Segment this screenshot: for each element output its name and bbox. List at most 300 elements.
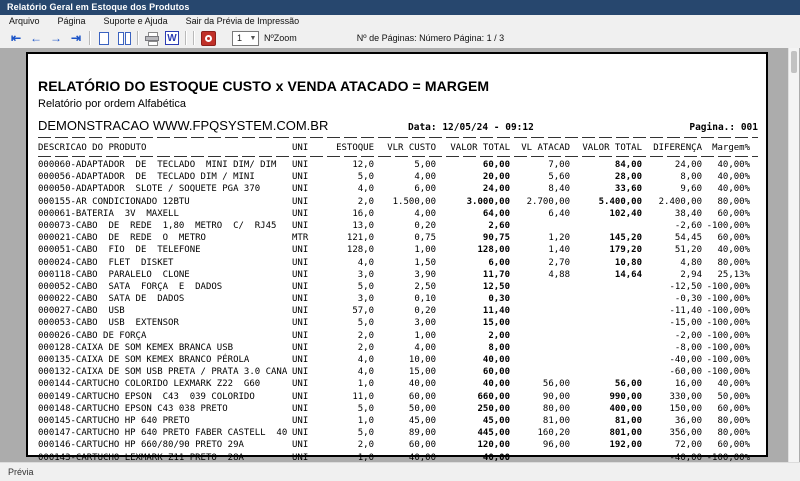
table-row [38,183,758,195]
cell: 000132-CAIXA DE SOM USB PRETA / PRATA 3.0 CANA [38,367,288,378]
cell: 7,00 [548,160,570,170]
cell: MTR [292,233,309,244]
cell: 000060-ADAPTADOR DE TECLADO MINI DIM/ DIM [38,160,277,170]
single-page-icon [99,32,109,45]
cell [570,305,642,317]
cell [510,220,570,232]
cell: 81,00 [542,415,570,426]
cell: 1.500,00 [392,196,436,207]
next-page-icon[interactable]: → [50,31,62,45]
cell: -100,00% [706,355,750,365]
cell: 128,0 [346,245,374,256]
table-header-row [38,142,758,154]
cell: UNI [292,415,309,426]
cell: 120,00 [477,440,510,451]
table-row [38,171,758,183]
table-row [38,159,758,171]
cell: -100,00% [706,306,750,317]
cell: 000143-CARTUCHO LEXMARK Z11 PRETO 28A [38,452,244,463]
cell: -100,00% [706,342,750,353]
cell: 1,50 [414,257,436,268]
cell: 2,00 [488,330,510,341]
cell [570,281,642,293]
cell: UNI [292,403,309,414]
cell: 000061-BATERIA 3V MAXELL [38,208,179,219]
table-row [38,378,758,390]
cell: 60,00% [717,403,750,414]
cell: 400,00 [609,403,642,414]
cell: 3.000,00 [466,196,510,207]
report-page-number: Pagina.: 001 [689,122,758,133]
cell: 80,00 [542,403,570,414]
cell: 8,40 [548,184,570,195]
cell: 80,00% [717,415,750,426]
report-page [26,52,768,463]
cell: UNI [292,379,309,390]
cell: 0,75 [414,233,436,244]
window-title: Relatório Geral em Estoque dos Produtos [7,2,190,12]
cell: 40,00 [408,452,436,463]
cell: 33,60 [614,184,642,195]
cell: 000053-CABO USB EXTENSOR [38,318,179,329]
cell: UNI [292,208,309,219]
cell: UNI [292,428,309,439]
cell: 8,00 [680,172,702,183]
table-row [38,330,758,342]
cell: 4,00 [414,208,436,219]
cell: 3,0 [357,269,374,280]
column-header-vl-atacad: VL ATACAD [521,143,570,153]
cell: 10,80 [614,257,642,268]
cell: 50,00 [408,403,436,414]
cell: -2,00 [674,330,702,341]
cell: 15,00 [482,318,510,329]
word-export-icon: W [165,31,179,45]
column-header-descricao-do-produto: DESCRICAO DO PRODUTO [38,143,147,153]
cell: 356,00 [669,428,702,439]
cell: 4,88 [548,269,570,280]
cell: 1,0 [357,415,374,426]
cell: 2,60 [488,220,510,231]
cell: 45,00 [408,415,436,426]
cell: 60,00% [717,233,750,244]
cell: -60,00 [669,367,702,378]
cell [510,281,570,293]
cell: 000135-CAIXA DE SOM KEMEX BRANCO PÉROLA [38,355,250,365]
menu-item-arquivo[interactable]: Arquivo [9,16,40,26]
cell: 000146-CARTUCHO HP 660/80/90 PRETO 29A [38,440,244,451]
cell: 990,00 [609,391,642,402]
cell: 40,00% [717,184,750,195]
prev-page-icon[interactable]: ← [30,31,42,45]
cell [570,330,642,342]
cell: 16,00 [674,379,702,390]
table-row [38,391,758,403]
table-row [38,232,758,244]
dashed-divider [38,136,758,138]
cell [510,317,570,329]
print-preview-area[interactable] [0,48,800,462]
toolbar-separator [185,31,187,45]
column-header-valor-total: VALOR TOTAL [450,143,510,153]
cell: 60,00 [408,391,436,402]
cell: 3,0 [357,294,374,305]
cell: 1,40 [548,245,570,256]
cell: UNI [292,306,309,317]
cell: 250,00 [477,403,510,414]
page-nav-group [6,29,86,47]
cell: 160,20 [537,428,570,439]
table-row [38,354,758,366]
word-export-button[interactable] [162,30,182,46]
report-subtitle: Relatório por ordem Alfabética [38,98,186,110]
table-row [38,269,758,281]
cell: 40,00% [717,172,750,183]
cell: 90,75 [482,233,510,244]
cell: 60,00% [717,440,750,451]
cell: 81,00 [614,415,642,426]
toolbar [0,28,800,48]
column-header-vlr-custo: VLR CUSTO [387,143,436,153]
cell: 1,00 [414,330,436,341]
cell: 40,00% [717,379,750,390]
cell: 51,20 [674,245,702,256]
cell: -100,00% [706,367,750,378]
cell: 0,30 [488,294,510,305]
cell: 36,00 [674,415,702,426]
table-row [38,257,758,269]
cell: 11,0 [352,391,374,402]
column-header-valor-total: VALOR TOTAL [582,143,642,153]
cell: 1,0 [357,379,374,390]
cell: 5.400,00 [598,196,642,207]
cell: 4,80 [680,257,702,268]
cell: 5,0 [357,403,374,414]
cell: 38,40 [674,208,702,219]
status-bar [0,462,800,480]
cell: 6,40 [548,208,570,219]
vertical-scrollbar[interactable] [788,48,799,462]
pdf-export-button[interactable] [198,30,218,46]
cell: 000056-ADAPTADOR DE TECLADO DIM / MINI [38,172,255,183]
cell: -100,00% [706,318,750,329]
cell: 45,00 [482,415,510,426]
zoom-value: 1 [237,33,243,43]
table-row [38,208,758,220]
cell: 40,00 [408,379,436,390]
cell: 445,00 [477,428,510,439]
cell: UNI [292,355,309,365]
cell: UNI [292,342,309,353]
cell: 13,0 [352,220,374,231]
report-date: Data: 12/05/24 - 09:12 [408,122,534,133]
cell: 000022-CABO SATA DE DADOS [38,294,185,305]
cell [570,317,642,329]
cell: UNI [292,172,309,183]
cell: -100,00% [706,281,750,292]
column-header-uni: UNI [292,143,309,153]
cell: 20,00 [482,172,510,183]
cell: 192,00 [609,440,642,451]
cell: 5,0 [357,281,374,292]
cell: 2,0 [357,330,374,341]
menu-item-suporte-e-ajuda[interactable]: Suporte e Ajuda [103,16,168,26]
cell: 000149-CARTUCHO EPSON C43 039 COLORIDO [38,391,255,402]
zoom-label: NºZoom [264,33,297,43]
cell: -100,00% [706,220,750,231]
cell [510,366,570,378]
cell: 80,00% [717,257,750,268]
cell [510,330,570,342]
cell: 660,00 [477,391,510,402]
column-header-diferenca: DIFERENÇA [653,143,702,153]
cell: 000118-CABO PARALELO CLONE [38,269,190,280]
cell: -8,00 [674,342,702,353]
cell: UNI [292,269,309,280]
cell: -40,00 [669,355,702,365]
cell: 5,60 [548,172,570,183]
cell: UNI [292,330,309,341]
cell: 2,50 [414,281,436,292]
table-row [38,317,758,329]
cell: 4,0 [357,355,374,365]
cell: 24,00 [674,160,702,170]
cell: 000155-AR CONDICIONADO 12BTU [38,196,190,207]
cell: 60,00 [408,440,436,451]
cell: 0,10 [414,294,436,305]
cell: 60,00% [717,208,750,219]
menu-item-pagina[interactable]: Página [57,16,86,26]
cell: 2,0 [357,342,374,353]
scrollbar-thumb[interactable] [791,51,797,73]
cell: 10,00 [408,355,436,365]
toolbar-separator [193,31,195,45]
cell: 14,64 [614,269,642,280]
cell: UNI [292,160,309,170]
cell: -100,00% [706,330,750,341]
cell: 8,00 [488,342,510,353]
cell: 000026-CABO DE FORÇA [38,330,147,341]
table-row [38,366,758,378]
cell: -100,00% [706,452,750,463]
cell: -100,00% [706,294,750,305]
cell: 3,00 [414,318,436,329]
cell: 2.400,00 [658,196,702,207]
cell: 16,0 [352,208,374,219]
cell: 56,00 [542,379,570,390]
cell: 128,00 [477,245,510,256]
toolbar-separator [89,31,91,45]
cell: 60,00 [482,367,510,378]
cell: 150,00 [669,403,702,414]
cell: 15,00 [408,367,436,378]
cell [570,220,642,232]
cell: 179,20 [609,245,642,256]
cell: 9,60 [680,184,702,195]
cell: 330,00 [669,391,702,402]
cell [570,342,642,354]
cell: 80,00% [717,196,750,207]
cell: 84,00 [614,160,642,170]
last-page-icon[interactable]: ⇥ [70,31,82,45]
cell: 0,20 [414,306,436,317]
cell: UNI [292,245,309,256]
table-row [38,403,758,415]
cell: 4,0 [357,184,374,195]
cell: 54,45 [674,233,702,244]
cell: 5,00 [414,160,436,170]
table-body [38,159,758,464]
cell: -40,00 [669,452,702,463]
cell: 2,70 [548,257,570,268]
cell: UNI [292,196,309,207]
cell: 1,20 [548,233,570,244]
cell: 000145-CARTUCHO HP 640 PRETO [38,415,190,426]
cell: 40,00 [482,355,510,365]
two-pages-icon [118,32,131,45]
table-row [38,196,758,208]
table-row [38,415,758,427]
cell: 57,0 [352,306,374,317]
cell: 000024-CABO FLET DISKET [38,257,174,268]
table-row [38,220,758,232]
zoom-select[interactable] [232,31,259,46]
cell: 000021-CABO DE REDE O METRO [38,233,206,244]
toolbar-separator [137,31,139,45]
cell: 145,20 [609,233,642,244]
table-row [38,439,758,451]
cell: 000147-CARTUCHO HP 640 PRETO FABER CASTELL 40 [38,428,288,439]
cell: 000050-ADAPTADOR SLOTE / SOQUETE PGA 370 [38,184,261,195]
cell: 6,00 [414,184,436,195]
cell: 40,00 [482,379,510,390]
cell: 40,00% [717,245,750,256]
cell: 5,0 [357,172,374,183]
cell: 40,00 [482,452,510,463]
cell: 12,50 [482,281,510,292]
cell: 4,0 [357,367,374,378]
cell: 89,00 [408,428,436,439]
report-title: RELATÓRIO DO ESTOQUE CUSTO x VENDA ATACADO = MARGEM [38,78,490,94]
cell: UNI [292,452,309,463]
cell: 72,00 [674,440,702,451]
menu-item-sair-da-previa-de-impressao[interactable]: Sair da Prévia de Impressão [185,16,300,26]
cell: 000073-CABO DE REDE 1,80 METRO C/ RJ45 [38,220,277,231]
cell: 0,20 [414,220,436,231]
cell: UNI [292,184,309,195]
cell: 000144-CARTUCHO COLORIDO LEXMARK Z22 G60 [38,379,261,390]
column-header-estoque: ESTOQUE [336,143,374,153]
cell: 2,0 [357,196,374,207]
table-row [38,427,758,439]
cell: 25,13% [717,269,750,280]
cell: 000027-CABO USB [38,306,125,317]
cell: 5,0 [357,318,374,329]
cell: -0,30 [674,294,702,305]
dashed-divider [38,155,758,157]
cell: 12,0 [352,160,374,170]
cell: 4,00 [414,342,436,353]
cell: 5,0 [357,428,374,439]
pdf-export-icon [201,31,216,46]
cell: 000128-CAIXA DE SOM KEMEX BRANCA USB [38,342,234,353]
first-page-icon[interactable]: ⇤ [10,31,22,45]
cell: 80,00% [717,428,750,439]
print-button[interactable] [142,30,162,46]
cell: -12,50 [669,281,702,292]
cell: UNI [292,220,309,231]
cell: -2,60 [674,220,702,231]
cell: 50,00% [717,391,750,402]
cell: 801,00 [609,428,642,439]
cell: 24,00 [482,184,510,195]
cell: 121,0 [346,233,374,244]
cell [510,342,570,354]
cell: 64,00 [482,208,510,219]
status-text: Prévia [8,467,34,477]
cell: 102,40 [609,208,642,219]
report-info-line [38,118,758,133]
cell: 11,70 [482,269,510,280]
cell [510,305,570,317]
cell: UNI [292,440,309,451]
cell: UNI [292,281,309,292]
cell: UNI [292,257,309,268]
cell: 60,00 [482,160,510,170]
cell: UNI [292,367,309,378]
cell [570,354,642,366]
print-icon [145,32,159,44]
cell: 1,0 [357,452,374,463]
single-page-button[interactable] [94,30,114,46]
two-pages-button[interactable] [114,30,134,46]
cell: UNI [292,294,309,305]
cell: UNI [292,391,309,402]
menu-bar [0,15,800,28]
pages-count-label: Nº de Páginas: Número Página: 1 / 3 [356,33,505,43]
cell: 1,00 [414,245,436,256]
table-row [38,293,758,305]
cell: 90,00 [542,391,570,402]
table-row [38,244,758,256]
cell: 000148-CARTUCHO EPSON C43 038 PRETO [38,403,228,414]
cell: 000051-CABO FIO DE TELEFONE [38,245,201,256]
table-row [38,305,758,317]
cell: 40,00% [717,160,750,170]
cell [570,366,642,378]
window-titlebar [0,0,800,15]
cell [510,293,570,305]
cell: -15,00 [669,318,702,329]
cell: 2,94 [680,269,702,280]
cell: 4,00 [414,172,436,183]
table-row [38,342,758,354]
cell: -11,40 [669,306,702,317]
cell: 4,0 [357,257,374,268]
report-company: DEMONSTRACAO WWW.FPQSYSTEM.COM.BR [38,118,329,133]
cell: 11,40 [482,306,510,317]
cell: 6,00 [488,257,510,268]
cell: 96,00 [542,440,570,451]
cell: 3,90 [414,269,436,280]
column-header-margem: Margem% [712,143,750,153]
cell [510,354,570,366]
cell: UNI [292,318,309,329]
cell: 2,0 [357,440,374,451]
cell [570,293,642,305]
cell: 2.700,00 [526,196,570,207]
cell: 28,00 [614,172,642,183]
